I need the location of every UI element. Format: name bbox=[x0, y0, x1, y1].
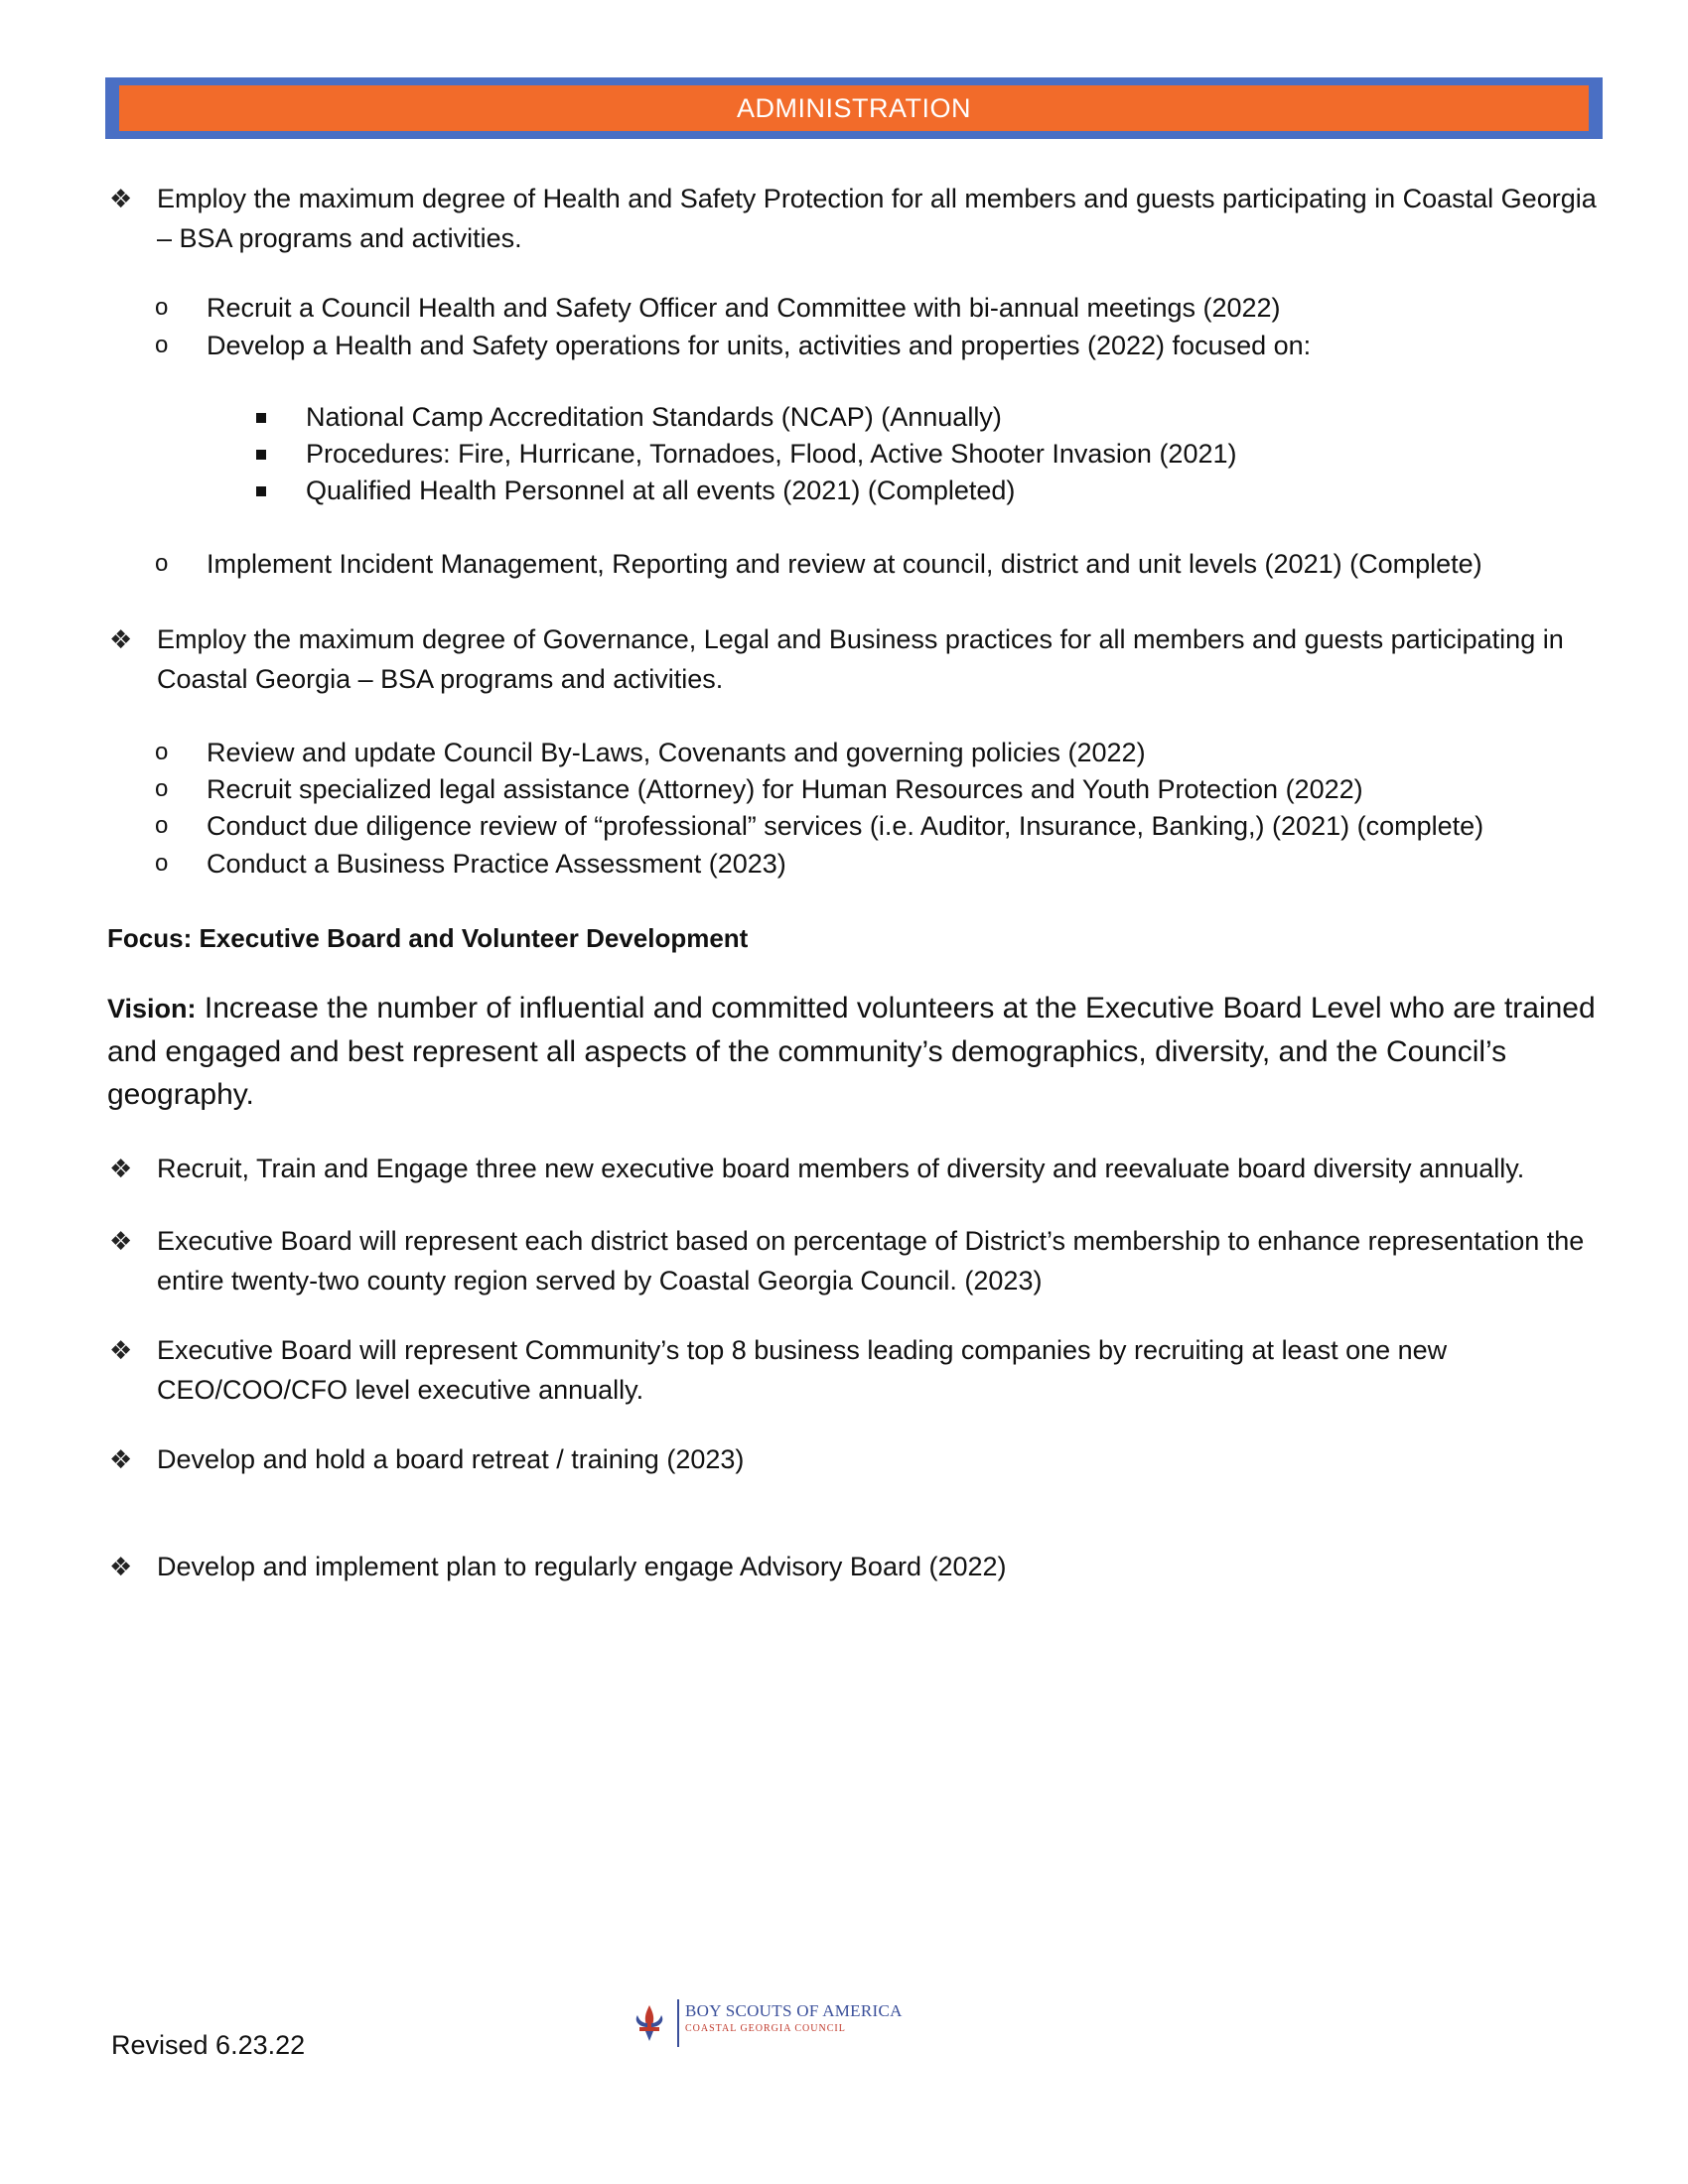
sub-sub-list-item bbox=[256, 434, 1607, 474]
bsa-logo bbox=[628, 1993, 903, 2053]
sub-item-text: Recruit a Council Health and Safety Officer and Committee with bi-annual meetings (2022) bbox=[207, 293, 1281, 323]
list-item bbox=[105, 1330, 1615, 1410]
goal-text: Recruit, Train and Engage three new executive board members of diversity and reevaluate board diversity annually. bbox=[157, 1154, 1525, 1183]
sub-sub-list-item bbox=[256, 471, 1607, 510]
fleur-de-lis-icon bbox=[628, 2001, 671, 2045]
square-bullet-icon bbox=[256, 450, 266, 460]
bullet-text: Employ the maximum degree of Governance, Legal and Business practices for all members and guests participating in Coastal Georgia – BSA programs and activities. bbox=[157, 624, 1564, 694]
revision-date: Revised 6.23.22 bbox=[111, 2030, 306, 2060]
circle-bullet-icon: o bbox=[155, 850, 169, 877]
sub-list-item bbox=[155, 806, 1615, 846]
goal-text: Executive Board will represent each district based on percentage of District’s membership to enhance representation the entire twenty-two county region served by Coastal Georgia Council. (2023) bbox=[157, 1226, 1585, 1296]
bullet-text: Employ the maximum degree of Health and Safety Protection for all members and guests participating in Coastal Georgia – BSA programs and activities. bbox=[157, 184, 1597, 253]
goal-text: Executive Board will represent Community’s top 8 business leading companies by recruiting at least one new CEO/COO/CFO level executive annually. bbox=[157, 1335, 1448, 1405]
sub-list-item bbox=[155, 288, 1615, 328]
sub-list-item bbox=[155, 326, 1615, 365]
vision-label: Vision: bbox=[107, 994, 197, 1024]
diamond-bullet-icon: ❖ bbox=[109, 1335, 133, 1365]
list-item bbox=[105, 1439, 1615, 1479]
circle-bullet-icon: o bbox=[155, 332, 169, 358]
logo-subtitle: COASTAL GEORGIA COUNCIL bbox=[685, 2023, 846, 2034]
sub-sub-item-text: Qualified Health Personnel at all events (2021) (Completed) bbox=[306, 476, 1016, 505]
list-item bbox=[105, 1547, 1615, 1586]
focus-heading: Focus: Executive Board and Volunteer Development bbox=[107, 923, 749, 953]
sub-item-text: Recruit specialized legal assistance (Attorney) for Human Resources and Youth Protection (2022) bbox=[207, 774, 1363, 804]
diamond-bullet-icon: ❖ bbox=[109, 1552, 133, 1581]
diamond-bullet-icon: ❖ bbox=[109, 1226, 133, 1256]
sub-list-item bbox=[155, 544, 1615, 584]
square-bullet-icon bbox=[256, 413, 266, 423]
goal-text: Develop and implement plan to regularly engage Advisory Board (2022) bbox=[157, 1552, 1007, 1581]
circle-bullet-icon: o bbox=[155, 812, 169, 839]
section-banner bbox=[105, 77, 1603, 139]
diamond-bullet-icon: ❖ bbox=[109, 1444, 133, 1474]
circle-bullet-icon: o bbox=[155, 739, 169, 765]
square-bullet-icon bbox=[256, 486, 266, 496]
diamond-bullet-icon: ❖ bbox=[109, 1154, 133, 1183]
list-item bbox=[105, 1221, 1615, 1300]
sub-item-text: Implement Incident Management, Reporting and review at council, district and unit levels (2021) (Complete) bbox=[207, 549, 1482, 579]
sub-list-item bbox=[155, 769, 1615, 809]
diamond-bullet-icon: ❖ bbox=[109, 184, 133, 213]
logo-name: BOY SCOUTS OF AMERICA bbox=[685, 2001, 903, 2020]
logo-divider bbox=[677, 1999, 679, 2047]
sub-item-text: Develop a Health and Safety operations for units, activities and properties (2022) focused on: bbox=[207, 331, 1312, 360]
sub-sub-item-text: National Camp Accreditation Standards (NCAP) (Annually) bbox=[306, 402, 1002, 432]
sub-item-text: Conduct a Business Practice Assessment (2023) bbox=[207, 849, 786, 879]
circle-bullet-icon: o bbox=[155, 294, 169, 321]
sub-item-text: Conduct due diligence review of “professional” services (i.e. Auditor, Insurance, Banking,) (2021) (complete) bbox=[207, 811, 1484, 841]
sub-item-text: Review and update Council By-Laws, Covenants and governing policies (2022) bbox=[207, 738, 1146, 767]
vision-paragraph bbox=[107, 987, 1607, 1116]
vision-text: Increase the number of influential and committed volunteers at the Executive Board Level who are trained and engaged and best represent all aspects of the community’s demographics, diversity, and the Council’s geography. bbox=[107, 992, 1596, 1111]
list-item bbox=[105, 1149, 1615, 1188]
sub-sub-item-text: Procedures: Fire, Hurricane, Tornadoes, Flood, Active Shooter Invasion (2021) bbox=[306, 439, 1237, 469]
sub-sub-list-item bbox=[256, 397, 1607, 437]
sub-list-item bbox=[155, 733, 1615, 772]
diamond-bullet-icon: ❖ bbox=[109, 624, 133, 654]
list-item bbox=[105, 179, 1615, 258]
circle-bullet-icon: o bbox=[155, 775, 169, 802]
sub-list-item bbox=[155, 844, 1615, 884]
list-item bbox=[105, 619, 1615, 699]
banner-title: ADMINISTRATION bbox=[119, 85, 1589, 131]
circle-bullet-icon: o bbox=[155, 550, 169, 577]
goal-text: Develop and hold a board retreat / training (2023) bbox=[157, 1444, 745, 1474]
